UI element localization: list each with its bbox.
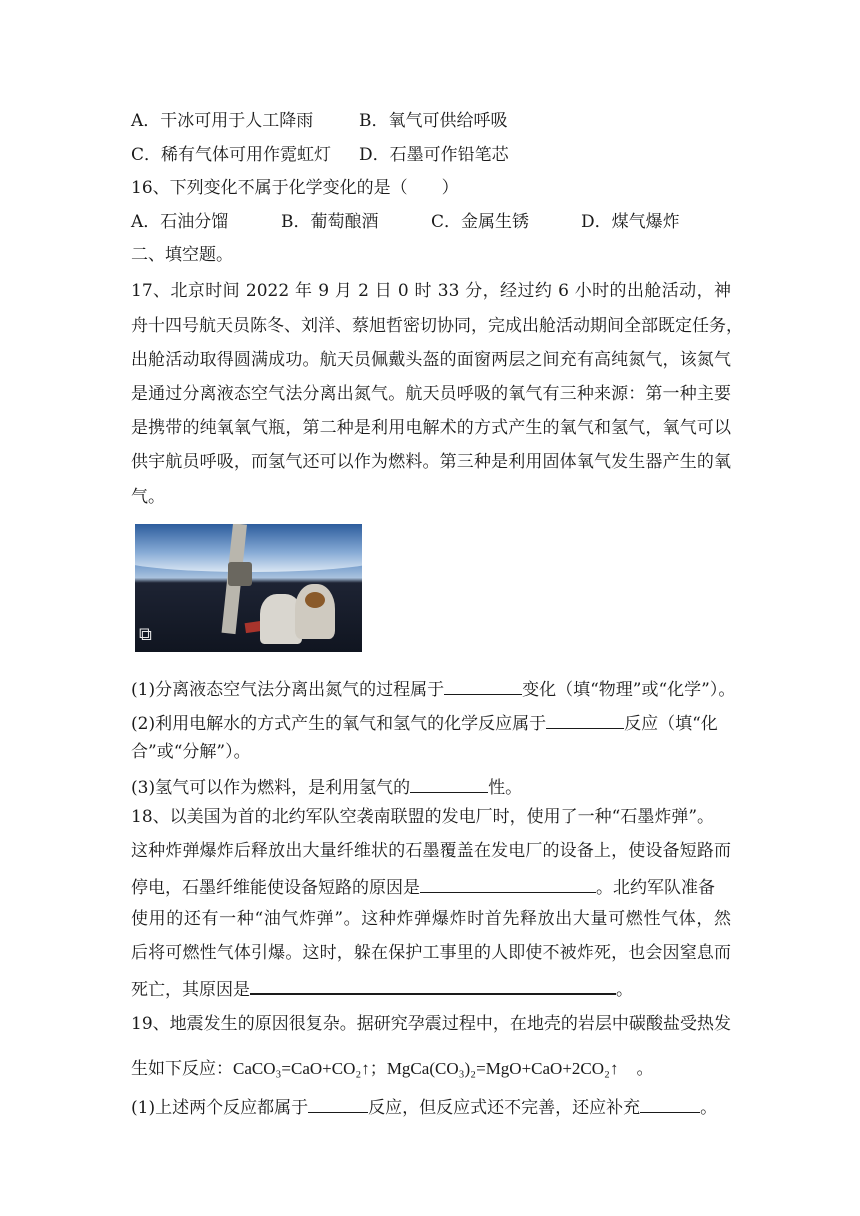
q18-line-6 (131, 975, 633, 1001)
q17-sub-3-text: (3)氢气可以作为燃料，是利用氢气的 (131, 778, 411, 798)
q17-blank-3[interactable] (410, 774, 488, 793)
q17-line-2: 舟十四号航天员陈冬、刘洋、蔡旭哲密切协同，完成出舱活动期间全部既定任务， (131, 316, 743, 336)
astronaut-photo: ⧉ (135, 524, 362, 652)
q18-line-3 (131, 874, 715, 899)
q15-option-b: B．氧气可供给呼吸 (359, 111, 508, 131)
q19-line-2-text: 生如下反应： (131, 1059, 233, 1079)
q19-sub-1-text: (1)上述两个反应都属于 (131, 1098, 309, 1118)
q17-line-7: 气。 (131, 487, 165, 507)
q17-sub-3 (131, 774, 522, 799)
q19-line-2 (131, 1058, 653, 1080)
q17-sub-2 (131, 710, 718, 735)
q17-blank-1[interactable] (444, 676, 522, 695)
q17-sub-2-text: (2)利用电解水的方式产生的氧气和氢气的化学反应属于 (131, 714, 547, 734)
q18-line-6-tail: 。 (616, 980, 633, 1000)
q19-sub-1-mid: 反应，但反应式还不完善，还应补充 (368, 1098, 641, 1118)
q15-options-row1 (131, 110, 508, 132)
q17-sub-2-cont: 合”或“分解”）。 (131, 742, 251, 762)
q16-option-b: B．葡萄酿酒 (281, 212, 379, 232)
q15-option-d: D．石墨可作铅笔芯 (359, 145, 509, 165)
q19-sub-1 (131, 1094, 717, 1119)
q18-line-3-text: 停电，石墨纤维能使设备短路的原因是 (131, 878, 420, 898)
q18-line-3-tail: 。北约军队准备 (596, 878, 715, 898)
q19-equation-2: MgCa(CO₃)₂=MgO+CaO+2CO₂↑ (386, 1059, 619, 1078)
q15-options-row2 (131, 144, 509, 166)
q17-line-6: 供宇航员呼吸，而氢气还可以作为燃料。第三种是利用固体氧气发生器产生的氧 (131, 452, 731, 472)
q15-option-c: C．稀有气体可用作霓虹灯 (131, 145, 332, 165)
q19-sub-1-tail: 。 (700, 1098, 718, 1118)
q18-line-5: 后将可燃性气体引爆。这时，躲在保护工事里的人即使不被炸死，也会因窒息而 (131, 943, 731, 963)
section-heading: 二、填空题。 (131, 245, 233, 265)
q18-line-4: 使用的还有一种“油气炸弹”。这种炸弹爆炸时首先释放出大量可燃性气体，然 (131, 909, 731, 929)
q19-equation-1: CaCO₃=CaO+CO₂↑； (233, 1059, 387, 1078)
q17-line-5: 是携带的纯氧氧气瓶，第二种是利用电解术的方式产生的氧气和氢气，氧气可以 (131, 418, 731, 438)
q16-option-d: D．煤气爆炸 (581, 212, 680, 232)
q17-sub-1 (131, 676, 735, 701)
q19-line-2-tail: 。 (636, 1059, 654, 1079)
q17-sub-1-tail: 变化（填“物理”或“化学”）。 (522, 680, 736, 700)
q16-stem: 16、下列变化不属于化学变化的是（ ） (131, 178, 459, 198)
q17-line-4: 是通过分离液态空气法分离出氮气。航天员呼吸的氧气有三种来源：第一种主要 (131, 384, 731, 404)
q18-blank-2[interactable] (250, 975, 616, 995)
q18-blank-1[interactable] (420, 874, 596, 893)
q17-line-1: 17、北京时间 2022 年 9 月 2 日 0 时 33 分，经过约 6 小时的出舱活动，神 (131, 281, 731, 301)
q17-sub-1-text: (1)分离液态空气法分离出氮气的过程属于 (131, 680, 445, 700)
q16-option-a: A．石油分馏 (131, 212, 229, 232)
q19-blank-2[interactable] (640, 1094, 700, 1113)
q17-sub-2-tail: 反应（填“化 (624, 714, 718, 734)
q17-sub-3-tail: 性。 (488, 778, 523, 798)
q17-blank-2[interactable] (546, 710, 624, 729)
q18-line-2: 这种炸弹爆炸后释放出大量纤维状的石墨覆盖在发电厂的设备上，使设备短路而 (131, 841, 731, 861)
q18-line-6-text: 死亡，其原因是 (131, 980, 250, 1000)
q19-blank-1[interactable] (308, 1094, 368, 1113)
q16-option-c: C．金属生锈 (431, 212, 530, 232)
q17-line-3: 出舱活动取得圆满成功。航天员佩戴头盔的面窗两层之间充有高纯氮气，该氮气 (131, 350, 731, 370)
q18-line-1: 18、以美国为首的北约军队空袭南联盟的发电厂时，使用了一种“石墨炸弹”。 (131, 807, 715, 827)
q16-options (131, 211, 680, 233)
q15-option-a: A．干冰可用于人工降雨 (131, 111, 314, 131)
q19-line-1: 19、地震发生的原因很复杂。据研究孕震过程中，在地壳的岩层中碳酸盐受热发 (131, 1014, 731, 1034)
